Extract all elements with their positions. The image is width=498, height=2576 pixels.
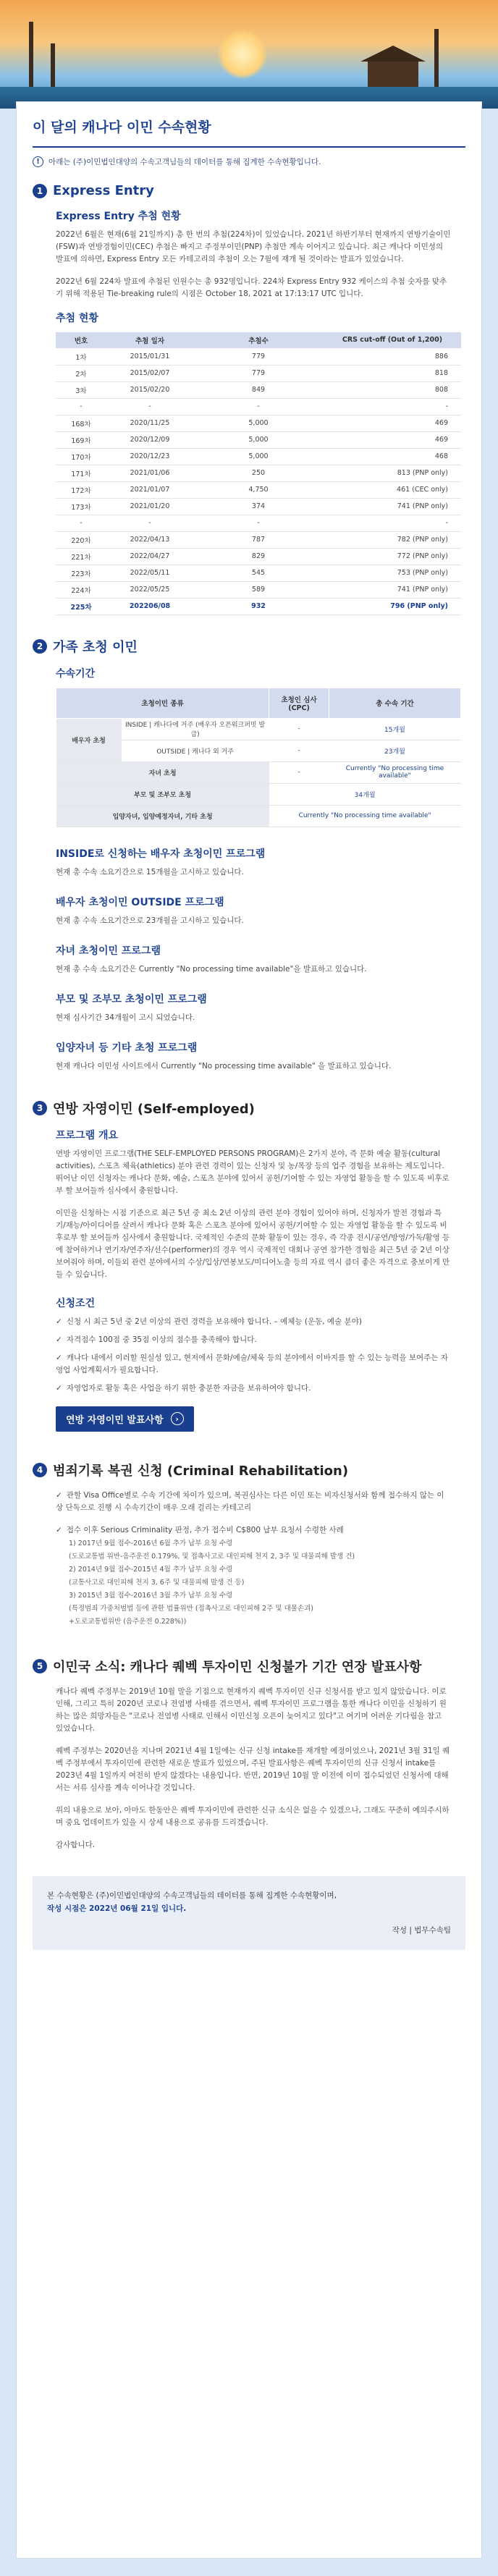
table-cell: 779 bbox=[193, 348, 324, 365]
case-note: 1) 2017년 9월 접수-2016년 6월 추가 납부 요청 수령 bbox=[69, 1539, 233, 1547]
section-title: 범죄기록 복권 신청 (Criminal Rehabilitation) bbox=[53, 1463, 349, 1479]
table-cell: 224차 bbox=[56, 581, 106, 598]
table-cell: 2020/12/09 bbox=[106, 431, 193, 448]
table-row bbox=[56, 431, 461, 448]
content-card bbox=[16, 101, 482, 2559]
case-note: (도로교통법 위반-음주운전 0.179%, 및 접촉사고로 대인피해 천지 2, 3주 및 대물피해 발생 건) bbox=[69, 1552, 355, 1561]
table-cell: - bbox=[106, 398, 193, 415]
table-cell: 자녀 초청 bbox=[56, 761, 269, 783]
table-row bbox=[56, 365, 461, 381]
section-number-badge: 3 bbox=[33, 1101, 47, 1115]
group-cell: 배우자 초청 bbox=[56, 718, 122, 761]
section-criminal-rehabilitation-heading bbox=[33, 1461, 465, 1479]
table-cell: - bbox=[324, 398, 461, 415]
check-icon: ✓ bbox=[56, 1490, 62, 1500]
table-cell: 545 bbox=[193, 565, 324, 581]
page-title: 이 달의 캐나다 이민 수속현황 bbox=[33, 117, 465, 148]
author-signature: 작성 | 법무수속팀 bbox=[392, 1925, 451, 1935]
table-cell: 808 bbox=[324, 381, 461, 398]
table-cell: 220차 bbox=[56, 531, 106, 548]
case-note: +도로교통법위반 (음주운전 0.228%)) bbox=[69, 1617, 187, 1626]
table-cell: 4,750 bbox=[193, 481, 324, 498]
table-row bbox=[56, 415, 461, 431]
section-title: 연방 자영이민 (Self-employed) bbox=[53, 1101, 255, 1117]
table-row bbox=[56, 805, 461, 827]
section-number-badge: 4 bbox=[33, 1463, 47, 1477]
column-header: 추첨수 bbox=[193, 332, 324, 348]
table-cell: - bbox=[324, 515, 461, 531]
draw-table-title: 추첨 현황 bbox=[56, 313, 98, 324]
case-note: (교통사고로 대인피해 천지 3, 6주 및 대물피해 발생 건 등) bbox=[69, 1578, 245, 1587]
table-cell: 849 bbox=[193, 381, 324, 398]
table-cell: 168차 bbox=[56, 415, 106, 431]
table-cell: 2020/11/25 bbox=[106, 415, 193, 431]
table-cell: 2015/02/20 bbox=[106, 381, 193, 398]
table-cell: 2021/01/06 bbox=[106, 465, 193, 481]
table-cell: 779 bbox=[193, 365, 324, 381]
footer-note bbox=[33, 1876, 465, 1950]
table-cell: - bbox=[56, 515, 106, 531]
column-header: CRS cut-off (Out of 1,200) bbox=[324, 332, 461, 348]
footer-line: 본 수속현황은 (주)이민법인대양의 수속고객님들의 데이터를 통해 집계한 수속현황이며, bbox=[47, 1891, 337, 1900]
draw-history-table bbox=[56, 332, 461, 615]
table-cell: 374 bbox=[193, 498, 324, 515]
paragraph: 2022년 6월 224차 발표에 추첨된 인원수는 총 932명입니다. 224차 Express Entry 932 케이스의 추첨 숫자를 맞추기 위해 적용된 Tie-breaking rule의 시점은 October 18, 2021 at 17:13:17 UTC 입니다. bbox=[56, 277, 447, 298]
check-icon: ✓ bbox=[56, 1353, 62, 1362]
rehab-item: ✓ 관할 Visa Office별로 수속 기간에 차이가 있으며, 복권심사는 다른 이민 또는 비자신청서와 함께 접수하지 않는 이상 단독으로 진행 시 수속기간이 매우 오래 걸리는 카테고리 bbox=[56, 1490, 444, 1512]
case-note: (특정범죄 가중처벌법 등에 관한 법률위반 (접촉사고로 대인피해 2주 및 대물손괴) bbox=[69, 1604, 314, 1613]
table-cell: 741 (PNP only) bbox=[324, 498, 461, 515]
table-cell: 입양자녀, 입양예정자녀, 기타 초청 bbox=[56, 805, 269, 827]
check-icon: ✓ bbox=[56, 1383, 62, 1393]
paragraph: 현재 총 수속 소요기간으로 15개월을 고시하고 있습니다. bbox=[56, 867, 244, 877]
check-icon: ✓ bbox=[56, 1525, 62, 1534]
table-row bbox=[56, 581, 461, 598]
table-cell: Currently "No processing time available" bbox=[329, 761, 460, 783]
table-row bbox=[56, 465, 461, 481]
self-employed-announcement-button[interactable]: 연방 자영이민 발표사항 › bbox=[56, 1406, 194, 1432]
rehab-item: ✓ 접수 이후 Serious Criminality 판정, 추가 접수비 C$800 납부 요청서 수령한 사례 bbox=[56, 1525, 344, 1534]
section-number-badge: 5 bbox=[33, 1659, 47, 1673]
table-cell: 829 bbox=[193, 548, 324, 565]
table-cell: 932 bbox=[193, 598, 324, 615]
table-cell: - bbox=[269, 718, 329, 740]
case-note: 2) 2014년 9월 접수-2015년 4월 추가 납부 요청 수령 bbox=[69, 1565, 233, 1574]
table-cell: 34개월 bbox=[269, 783, 461, 805]
table-cell: 2차 bbox=[56, 365, 106, 381]
express-entry-subheading: Express Entry 추첨 현황 bbox=[56, 211, 181, 222]
section-self-employed-heading bbox=[33, 1099, 465, 1118]
sunset-sun bbox=[217, 29, 268, 80]
requirement-item: ✓ 캐나다 내에서 이러할 원실성 있고, 현저에서 문화/예술/체육 등의 분야에서 이바지를 할 수 있는 능력을 보여주는 자영업 사업계획서가 필요합니다. bbox=[56, 1353, 448, 1374]
table-cell: 813 (PNP only) bbox=[324, 465, 461, 481]
table-cell: 171차 bbox=[56, 465, 106, 481]
table-cell: 2020/12/23 bbox=[106, 448, 193, 465]
table-cell: 172차 bbox=[56, 481, 106, 498]
requirement-item: ✓ 자영업자로 활동 혹은 사업을 하기 위한 충분한 자금을 보유하여야 합니다. bbox=[56, 1383, 311, 1393]
table-row bbox=[56, 515, 461, 531]
notice bbox=[33, 156, 465, 167]
table-cell: 5,000 bbox=[193, 415, 324, 431]
case-note: 3) 2015년 3월 접수-2016년 3월 추가 납부 요청 수령 bbox=[69, 1591, 233, 1600]
chevron-right-icon: › bbox=[171, 1412, 184, 1425]
program-subheading: 배우자 초청이민 OUTSIDE 프로그램 bbox=[56, 896, 224, 908]
paragraph: 현재 캐나다 이민성 사이트에서 Currently "No processing time available" 을 발표하고 있습니다. bbox=[56, 1061, 392, 1070]
table-row bbox=[56, 381, 461, 398]
section-title: Express Entry bbox=[53, 183, 154, 198]
hero-banner-image bbox=[0, 0, 498, 109]
paragraph: 퀘벡 주정부는 2020년을 지나며 2021년 4월 1일에는 신규 신청 intake를 재개할 예정이었으나, 2021년 3월 31일 퀘벡 주정부에서 투자이민에 관련한 새로운 발표가 있었으며, 주된 발표사항은 퀘벡 투자이민의 신규 신청서 intake를 2023년 4월 1일까지 여전히 받지 않겠다는 내용입니다. 반면, 2019년 10월 말 이전에 이미 접수되었던 신청서에 대해서는 서류 심사를 계속 이어나갈 것입니다. bbox=[56, 1746, 450, 1792]
table-cell: 782 (PNP only) bbox=[324, 531, 461, 548]
table-cell: 753 (PNP only) bbox=[324, 565, 461, 581]
table-cell: 2015/01/31 bbox=[106, 348, 193, 365]
column-header: 초청인 심사 (CPC) bbox=[269, 688, 329, 718]
section-family-sponsorship-heading bbox=[33, 637, 465, 656]
table-cell: 223차 bbox=[56, 565, 106, 581]
table-cell: 173차 bbox=[56, 498, 106, 515]
table-cell: 1차 bbox=[56, 348, 106, 365]
table-row bbox=[56, 348, 461, 365]
table-cell: - bbox=[193, 398, 324, 415]
table-row bbox=[56, 718, 461, 740]
paragraph: 2022년 6월은 현재(6월 21일까지) 총 한 번의 추첨(224차)이 있었습니다. 2021년 하반기부터 현재까지 연방기술이민(FSW)과 연방경험이민(CEC) 추첨은 빠지고 주정부이민(PNP) 추첨만 계속 이어지고 있습니다. 최근 캐나다 이민성의 발표에 의하면, Express Entry 모든 카테고리의 추첨이 오는 7월에 재개 될 것이라는 발표가 있었습니다. bbox=[56, 230, 451, 263]
table-cell: 부모 및 조부모 초청 bbox=[56, 783, 269, 805]
section-title: 가족 초청 이민 bbox=[53, 639, 138, 655]
paragraph: 현재 총 수속 소요기간으로 23개월을 고시하고 있습니다. bbox=[56, 916, 244, 925]
paragraph: 캐나다 퀘벡 주정부는 2019년 10월 말을 기점으로 현재까지 퀘벡 투자이민 신규 신청서를 받고 있지 않았습니다. 이로 인해, 그리고 특히 2020년 코로나 전염병 사태를 겪으면서, 퀘벡 투자이민 프로그램을 통한 캐나다 이민을 신청하기 원하는 많은 희망자들은 "코로나 전염병 사태로 인해서 이민신청 오픈이 늦어지고 있다"고 여기며 어려운 기다림을 참고 있었습니다. bbox=[56, 1686, 447, 1733]
column-header: 총 수속 기간 bbox=[329, 688, 460, 718]
notice-text: 아래는 (주)이민법인대양의 수속고객님들의 데이터를 통해 집계한 수속현황입니다. bbox=[48, 158, 321, 166]
column-header: 번호 bbox=[56, 332, 106, 348]
table-cell: 818 bbox=[324, 365, 461, 381]
table-cell: 787 bbox=[193, 531, 324, 548]
table-row bbox=[56, 548, 461, 565]
table-cell: 2015/02/07 bbox=[106, 365, 193, 381]
table-row bbox=[56, 498, 461, 515]
table-cell: 2022/05/25 bbox=[106, 581, 193, 598]
table-cell: 5,000 bbox=[193, 431, 324, 448]
requirement-item: ✓ 신청 시 최근 5년 중 2년 이상의 관련 경력을 보유해야 합니다. – 예체능 (운동, 예술 분야) bbox=[56, 1317, 362, 1326]
processing-time-table bbox=[56, 688, 461, 827]
requirements-subheading: 신청조건 bbox=[56, 1297, 96, 1309]
program-subheading: 자녀 초청이민 프로그램 bbox=[56, 945, 161, 957]
footer-date-line: 작성 시점은 2022년 06월 21일 입니다. bbox=[47, 1904, 187, 1913]
table-cell: 772 (PNP only) bbox=[324, 548, 461, 565]
check-icon: ✓ bbox=[56, 1317, 62, 1326]
table-row bbox=[56, 481, 461, 498]
paragraph: 위의 내용으로 보아, 아마도 한동안은 퀘벡 투자이민에 관련한 신규 소식은 없을 수 있겠으나, 그래도 꾸준히 예의주시하며 중요 업데이트가 있을 시 상세 내용으로 공유를 드리겠습니다. bbox=[56, 1805, 450, 1827]
table-cell: 2022/05/11 bbox=[106, 565, 193, 581]
table-cell: 169차 bbox=[56, 431, 106, 448]
table-cell: - bbox=[56, 398, 106, 415]
program-subheading: 부모 및 조부모 초청이민 프로그램 bbox=[56, 993, 207, 1005]
table-cell: 589 bbox=[193, 581, 324, 598]
table-cell: INSIDE | 캐나다에 거주 (배우자 오픈워크퍼밋 발급) bbox=[122, 718, 269, 740]
section-number-badge: 1 bbox=[33, 184, 47, 198]
paragraph: 연방 자영이민 프로그램(THE SELF-EMPLOYED PERSONS PROGRAM)은 2가지 분야, 즉 문화 예술 활동(cultural activities), 스포츠 체육(athletics) 분야 관련 경력이 있는 신청자 및 농/목장 등의 업주 경험을 보유하는 제도입니다. 뛰어난 이민 신청자는 캐나다 문화, 예술, 스포츠 분야에 있어서 공헌/기여할 수 있는 자영업 활동을 할 수 있도록 비후로부 할 보어들까 심사에서 충원합니다. bbox=[56, 1149, 450, 1195]
table-cell: 221차 bbox=[56, 548, 106, 565]
table-cell: 2021/01/20 bbox=[106, 498, 193, 515]
section-express-entry-heading bbox=[33, 183, 465, 198]
table-row bbox=[56, 565, 461, 581]
table-cell: 469 bbox=[324, 431, 461, 448]
table-cell: 741 (PNP only) bbox=[324, 581, 461, 598]
table-cell: - bbox=[106, 515, 193, 531]
program-subheading: INSIDE로 신청하는 배우자 초청이민 프로그램 bbox=[56, 848, 266, 860]
table-row bbox=[56, 598, 461, 615]
info-icon: ! bbox=[33, 156, 43, 167]
table-cell: 461 (CEC only) bbox=[324, 481, 461, 498]
paragraph: 감사합니다. bbox=[56, 1840, 96, 1849]
table-cell: 23개월 bbox=[329, 740, 460, 761]
section-number-badge: 2 bbox=[33, 639, 47, 654]
table-cell: Currently "No processing time available" bbox=[269, 805, 461, 827]
paragraph: 현재 총 수속 소요기간은 Currently "No processing time available"을 발표하고 있습니다. bbox=[56, 964, 367, 974]
table-cell: 250 bbox=[193, 465, 324, 481]
table-cell: 886 bbox=[324, 348, 461, 365]
table-cell: 225차 bbox=[56, 598, 106, 615]
table-cell: 2021/01/07 bbox=[106, 481, 193, 498]
processing-time-subheading: 수속기간 bbox=[56, 667, 96, 680]
requirement-item: ✓ 자격점수 100점 중 35점 이상의 점수를 충족해야 합니다. bbox=[56, 1335, 257, 1344]
section-title: 이민국 소식: 캐나다 퀘벡 투자이민 신청불가 기간 연장 발표사항 bbox=[53, 1659, 422, 1675]
table-cell: 170차 bbox=[56, 448, 106, 465]
table-cell: - bbox=[269, 740, 329, 761]
table-row bbox=[56, 448, 461, 465]
table-cell: 468 bbox=[324, 448, 461, 465]
table-cell: - bbox=[269, 761, 329, 783]
program-overview-subheading: 프로그램 개요 bbox=[56, 1129, 119, 1141]
column-header: 초청이민 종류 bbox=[56, 688, 269, 718]
table-cell: 2022/04/13 bbox=[106, 531, 193, 548]
table-row bbox=[56, 531, 461, 548]
table-row bbox=[56, 398, 461, 415]
pier-hut bbox=[368, 62, 418, 87]
column-header: 추첨 일자 bbox=[106, 332, 193, 348]
table-cell: OUTSIDE | 캐나다 외 거주 bbox=[122, 740, 269, 761]
table-cell: 5,000 bbox=[193, 448, 324, 465]
section-quebec-news-heading bbox=[33, 1657, 465, 1676]
table-cell: 2022/04/27 bbox=[106, 548, 193, 565]
table-cell: 15개월 bbox=[329, 718, 460, 740]
paragraph: 이민을 신청하는 시점 기준으로 최근 5년 중 최소 2년 이상의 관련 분야 경험이 있어야 하며, 신청자가 발전 경험과 특기/재능/아이디어를 살려서 캐나다 문화 혹은 스포츠 분야에 있어서 공헌/기여할 수 있는 자영업 활동을 할 수 있도록 비후로부 할 보어들까 심사에서 충원합니다. 국제적인 수준의 문화 활동이 있는 경우, 즉 각종 전시/공연/방영/가독/활영 등에 참여하거나 연기자/연주자/선수(performer)의 경우 역시 국제적인 대회나 공연 참가한 경험을 최근 5년 중 2년 이상 보여줘야 하며, 이들외 관련 분야에서의 수상/입상/연봉보도/미디어노출 등의 자료 역시 큼더 좋은 자격으로 충보이게 만들 수 있습니다. bbox=[56, 1208, 450, 1279]
table-cell: - bbox=[193, 515, 324, 531]
paragraph: 현재 심사기간 34개월이 고시 되었습니다. bbox=[56, 1013, 195, 1022]
table-cell: 469 bbox=[324, 415, 461, 431]
table-cell: 202206/08 bbox=[106, 598, 193, 615]
table-row bbox=[56, 783, 461, 805]
table-cell: 796 (PNP only) bbox=[324, 598, 461, 615]
program-subheading: 입양자녀 등 기타 초청 프로그램 bbox=[56, 1042, 198, 1054]
table-cell: 3차 bbox=[56, 381, 106, 398]
table-row bbox=[56, 761, 461, 783]
check-icon: ✓ bbox=[56, 1335, 62, 1344]
